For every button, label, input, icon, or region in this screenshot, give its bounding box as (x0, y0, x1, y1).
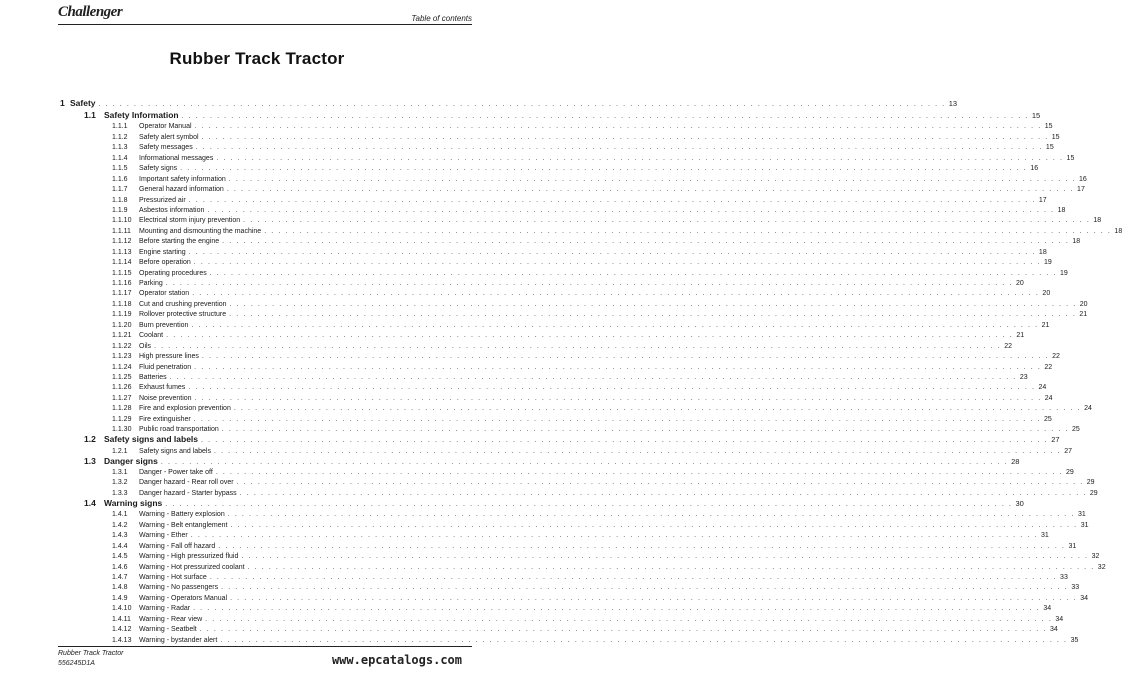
toc-entry-level-3[interactable] (58, 560, 1106, 571)
toc-entry-level-3[interactable] (58, 602, 1052, 613)
toc-entry-page-number: 31 (1077, 511, 1086, 519)
toc-entry-level-3[interactable] (58, 633, 1079, 644)
toc-entry-page-number: 15 (1045, 144, 1054, 152)
toc-entry-page-number: 17 (1038, 196, 1047, 204)
toc-dot-leader: . . . . . . . . . . . . . . . . . . . . . . . . . . . . . . . . . . . . . . . . . . . . . . . . . . . . . . . . . . . . . . . . . . . . . . . . . . . . . . . . . . . . . . . . . . . . . . . . . . . . . . . . . . . . . . . . . . . . . . . . (247, 563, 1095, 571)
toc-entry-number: 1.1.5 (112, 165, 128, 173)
toc-entry-label: Oils (139, 342, 152, 350)
toc-entry-number: 1.4.8 (112, 584, 128, 592)
toc-entry-number: 1.1.7 (112, 186, 128, 194)
toc-entry-number: 1.4.12 (112, 626, 132, 634)
toc-dot-leader: . . . . . . . . . . . . . . . . . . . . . . . . . . . . . . . . . . . . . . . . . . . . . . . . . . . . . . . . . . . . . . . . . . . . . . . . . . . . . . . . . . . . . . . . . . . . . . . . . . . . . . . . . . . . . . . . . . . . . . . . (201, 437, 1049, 445)
toc-dot-leader: . . . . . . . . . . . . . . . . . . . . . . . . . . . . . . . . . . . . . . . . . . . . . . . . . . . . . . . . . . . . . . . . . . . . . . . . . . . . . . . . . . . . . . . . . . . . . . . . . . . . . . . . . . . . . . . . . . . . . . . . (215, 469, 1064, 476)
toc-entry-label: Warning - Operators Manual (139, 594, 228, 602)
toc-entry-page-number: 19 (1059, 269, 1068, 277)
toc-dot-leader: . . . . . . . . . . . . . . . . . . . . . . . . . . . . . . . . . . . . . . . . . . . . . . . . . . . . . . . . . . . . . . . . . . . . . . . . . . . . . . . . . . . . . . . . . . . . . . . . . . . . . . . . . . . . . . . . . . . . . . . . (194, 123, 1042, 131)
toc-entry-level-3[interactable] (58, 224, 1122, 235)
toc-entry-number: 1.1.21 (112, 332, 132, 340)
toc-entry-level-2[interactable] (58, 497, 1024, 508)
toc-entry-page-number: 21 (1079, 311, 1088, 319)
toc-entry-label: Safety signs and labels (104, 434, 199, 445)
toc-entry-page-number: 15 (1066, 154, 1075, 162)
toc-entry-level-3[interactable] (58, 529, 1049, 540)
toc-dot-leader: . . . . . . . . . . . . . . . . . . . . . . . . . . . . . . . . . . . . . . . . . . . . . . . . . . . . . . . . . . . . . . . . . . . . . . . . . . . . . . . . . . . . . . . . . . . . . . . . . . . . . . . . . . . . . . . . . . . . . . . . (194, 394, 1042, 402)
toc-entry-page-number: 27 (1064, 447, 1073, 455)
toc-entry-page-number: 20 (1042, 290, 1051, 298)
toc-dot-leader: . . . . . . . . . . . . . . . . . . . . . . . . . . . . . . . . . . . . . . . . . . . . . . . . . . . . . . . . . . . . . . . . . . . . . . . . . . . . . . . . . . . . . . . . . . . . . . . . . . . . . . . . . . . . . . . . . . . . . . . . (180, 165, 1028, 173)
toc-entry-page-number: 23 (1019, 373, 1028, 381)
toc-entry-page-number: 25 (1043, 415, 1052, 423)
toc-entry-page-number: 17 (1077, 186, 1085, 194)
toc-dot-leader: . . . . . . . . . . . . . . . . . . . . . . . . . . . . . . . . . . . . . . . . . . . . . . . . . . . . . . . . . . . . . . . . . . . . . . . . . . . . . . . . . . . . . . . . . . . . . . . . . . . . . . . . . . . . . . . . . . . . . . . . (239, 489, 1087, 497)
toc-dot-leader: . . . . . . . . . . . . . . . . . . . . . . . . . . . . . . . . . . . . . . . . . . . . . . . . . . . . . . . . . . . . . . . . . . . . . . . . . . . . . . . . . . . . . . . . . . . . . . . . . . . . . . . . . . . . . . . . . . . . . . . . (195, 144, 1043, 152)
toc-entry-number: 1.1.6 (112, 175, 128, 183)
toc-dot-leader: . . . . . . . . . . . . . . . . . . . . . . . . . . . . . . . . . . . . . . . . . . . . . . . . . . . . . . . . . . . . . . . . . . . . . . . . . . . . . . . . . . . . . . . . . . . . . . . . . . . . . . . . . . . . . . . . . . . . . . . . (221, 584, 1069, 592)
toc-entry-label: Danger signs (104, 455, 158, 466)
toc-entry-level-3[interactable] (58, 381, 1047, 392)
toc-entry-label: Danger hazard - Starter bypass (139, 489, 237, 497)
toc-entry-number: 1.4.10 (112, 605, 132, 613)
toc-dot-leader: . . . . . . . . . . . . . . . . . . . . . . . . . . . . . . . . . . . . . . . . . . . . . . . . . . . . . . . . . . . . . . . . . . . . . . . . . . . . . . . . . . . . . . . . . . . . . . . . . . . . . . . . . . . . . . . . . . . . . . . . (209, 573, 1058, 581)
toc-entry-number: 1.1.18 (112, 300, 132, 308)
toc-entry-label: General hazard information (139, 186, 224, 194)
toc-entry-label: Warning - Belt entanglement (139, 521, 228, 529)
toc-entry-label: Electrical storm injury prevention (139, 217, 241, 225)
toc-entry-number: 1.1.1 (112, 123, 128, 131)
toc-entry-level-3[interactable] (58, 266, 1068, 277)
toc-dot-leader: . . . . . . . . . . . . . . . . . . . . . . . . . . . . . . . . . . . . . . . . . . . . . . . . . . . . . . . . . . . . . . . . . . . . . . . . . . . . . . . . . . . . . . . . . . . . . . . . . . . . . . . . . . . . . . . . . . . . . . . . (214, 447, 1062, 455)
toc-entry-page-number: 21 (1016, 332, 1025, 340)
toc-entry-number: 1.4.7 (112, 573, 128, 581)
toc-entry-level-3[interactable] (58, 235, 1081, 246)
toc-entry-number: 1.4.4 (112, 542, 128, 550)
footer-doc-code: 556245D1A (58, 660, 95, 667)
toc-dot-leader: . . . . . . . . . . . . . . . . . . . . . . . . . . . . . . . . . . . . . . . . . . . . . . . . . . . . . . . . . . . . . . . . . . . . . . . . . . . . . . . . . . . . . . . . . . . . . . . . . . . . . . . . . . . . . . . . . . . . . . . . (194, 363, 1042, 371)
toc-entry-number: 1.1.11 (112, 227, 131, 235)
toc-entry-number: 1.3.1 (112, 469, 128, 476)
toc-entry-label: Safety signs and labels (139, 447, 211, 455)
toc-entry-label: Pressurized air (139, 196, 186, 204)
toc-entry-label: Operating procedures (139, 269, 207, 277)
toc-entry-page-number: 13 (948, 99, 958, 108)
toc-entry-label: Mounting and dismounting the machine (139, 227, 262, 235)
toc-entry-label: Public road transportation (139, 426, 219, 434)
toc-entry-page-number: 22 (1004, 342, 1013, 350)
toc-entry-number: 1.1.22 (112, 342, 132, 350)
toc-entry-level-3[interactable] (58, 214, 1102, 225)
toc-dot-leader: . . . . . . . . . . . . . . . . . . . . . . . . . . . . . . . . . . . . . . . . . . . . . . . . . . . . . . . . . . . . . . . . . . . . . . . . . . . . . . . . . . . . . . . . . . . . . . . . . . . . . . . . . . . . . . . . . . . . . . . . (209, 269, 1057, 277)
toc-dot-leader: . . . . . . . . . . . . . . . . . . . . . . . . . . . . . . . . . . . . . . . . . . . . . . . . . . . . . . . . . . . . . . . . . . . . . . . . . . . . . . . . . . . . . . . . . . . . . . . . . . . . . . . . . . . . . . . . . . . . . . . . (165, 280, 1013, 287)
toc-dot-leader: . . . . . . . . . . . . . . . . . . . . . . . . . . . . . . . . . . . . . . . . . . . . . . . . . . . . . . . . . . . . . . . . . . . . . . . . . . . . . . . . . . . . . . . . . . . . . . . . . . . . . . . . . . . . . . . . . . . . . . . . (169, 373, 1017, 381)
toc-entry-page-number: 31 (1068, 542, 1077, 550)
toc-dot-leader: . . . . . . . . . . . . . . . . . . . . . . . . . . . . . . . . . . . . . . . . . . . . . . . . . . . . . . . . . . . . . . . . . . . . . . . . . . . . . . . . . . . . . . . . . . . . . . . . . . . . . . . . . . . . . . . . . . . . . . . . (229, 311, 1077, 319)
toc-dot-leader: . . . . . . . . . . . . . . . . . . . . . . . . . . . . . . . . . . . . . . . . . . . . . . . . . . . . . . . . . . . . . . . . . . . . . . . . . . . . . . . . . . . . . . . . . . . . . . . . . . . . . . . . . . . . . . . . . . . . . . . . (236, 479, 1084, 487)
toc-dot-leader: . . . . . . . . . . . . . . . . . . . . . . . . . . . . . . . . . . . . . . . . . . . . . . . . . . . . . . . . . . . . . . . . . . . . . . . . . . . . . . . . . . . . . . . . . . . . . . . . . . . . . . . . . . . . . . . . . . . . . . . . (228, 175, 1076, 183)
toc-entry-number: 1.1.27 (112, 394, 132, 402)
watermark-url[interactable]: www.epcatalogs.com (331, 653, 462, 667)
toc-entry-page-number: 18 (1057, 206, 1066, 214)
toc-entry-level-3[interactable] (58, 172, 1087, 183)
toc-entry-label: Safety alert symbol (139, 133, 199, 141)
toc-entry-page-number: 27 (1051, 435, 1060, 445)
toc-entry-number: 1.1.3 (112, 144, 128, 152)
toc-entry-page-number: 18 (1093, 217, 1102, 225)
toc-entry-number: 1.4.3 (112, 532, 128, 540)
toc-entry-level-3[interactable] (58, 486, 1098, 497)
toc-entry-page-number: 35 (1070, 636, 1079, 644)
toc-dot-leader: . . . . . . . . . . . . . . . . . . . . . . . . . . . . . . . . . . . . . . . . . . . . . . . . . . . . . . . . . . . . . . . . . . . . . . . . . . . . . . . . . . . . . . . . . . . . . . . . . . . . . . . . . . . . . . . . . . . . . . . . (193, 605, 1041, 613)
toc-entry-number: 1.1.9 (112, 206, 128, 214)
toc-entry-level-3[interactable] (58, 130, 1060, 141)
toc-dot-leader: . . . . . . . . . . . . . . . . . . . . . . . . . . . . . . . . . . . . . . . . . . . . . . . . . . . . . . . . . . . . . . . . . . . . . . . . . . . . . . . . . . . . . . . . . . . . . . . . . . . . . . . . . . . . . . . . . . . . . . . . (193, 415, 1041, 423)
toc-entry-level-3[interactable] (58, 339, 1013, 350)
toc-entry-number: 1.1.4 (112, 154, 128, 162)
toc-entry-label: Important safety information (139, 175, 226, 183)
toc-dot-leader: . . . . . . . . . . . . . . . . . . . . . . . . . . . . . . . . . . . . . . . . . . . . . . . . . . . . . . . . . . . . . . . . . . . . . . . . . . . . . . . . . . . . . . . . . . . . . . . . . . . . . . . . . . . . . . . . . . . . . . . . (191, 321, 1039, 329)
toc-entry-level-3[interactable] (58, 466, 1074, 476)
toc-entry-number: 1.4.5 (112, 553, 128, 561)
toc-entry-number: 1.4.11 (112, 615, 131, 623)
toc-entry-label: High pressure lines (139, 353, 199, 361)
toc-entry-level-3[interactable] (58, 623, 1058, 634)
toc-entry-level-3[interactable] (58, 539, 1077, 550)
toc-entry-page-number: 15 (1031, 111, 1041, 120)
toc-entry-page-number: 25 (1072, 426, 1080, 434)
toc-entry-level-3[interactable] (58, 581, 1080, 592)
toc-entry-page-number: 22 (1044, 363, 1053, 371)
toc-entry-label: Safety Information (104, 110, 179, 120)
toc-dot-leader: . . . . . . . . . . . . . . . . . . . . . . . . . . . . . . . . . . . . . . . . . . . . . . . . . . . . . . . . . . . . . . . . . . . . . . . . . . . . . . . . . . . . . . . . . . . . . . . . . . . . . . . . . . . . . . . . . . . . . . . . (201, 133, 1049, 141)
toc-entry-label: Warning - Hot pressurized coolant (139, 563, 245, 571)
toc-entry-label: Warning signs (104, 497, 163, 508)
toc-entry-number: 1.1.25 (112, 373, 132, 381)
toc-entry-label: Warning - High pressurized fluid (139, 553, 239, 561)
toc-entry-level-3[interactable] (58, 518, 1089, 529)
toc-entry-page-number: 19 (1043, 259, 1052, 267)
toc-entry-label: Before starting the engine (139, 238, 220, 246)
toc-entry-level-3[interactable] (58, 256, 1052, 267)
toc-entry-page-number: 28 (1011, 456, 1020, 466)
toc-entry-level-3[interactable] (58, 612, 1064, 623)
toc-entry-page-number: 24 (1084, 405, 1092, 413)
toc-entry-number: 1.1.2 (112, 133, 128, 141)
toc-entry-label: Before operation (139, 259, 191, 267)
toc-entry-level-3[interactable] (58, 550, 1100, 561)
toc-dot-leader: . . . . . . . . . . . . . . . . . . . . . . . . . . . . . . . . . . . . . . . . . . . . . . . . . . . . . . . . . . . . . . . . . . . . . . . . . . . . . . . . . . . . . . . . . . . . . . . . . . . . . . . . . . . . . . . . . . . . . . . . (221, 426, 1069, 434)
toc-entry-page-number: 20 (1079, 300, 1088, 308)
toc-entry-number: 1.3 (84, 455, 96, 466)
toc-entry-label: Danger - Power take off (139, 469, 213, 476)
toc-entry-number: 1.1 (84, 110, 96, 120)
toc-entry-page-number: 30 (1015, 498, 1024, 508)
toc-dot-leader: . . . . . . . . . . . . . . . . . . . . . . . . . . . . . . . . . . . . . . . . . . . . . . . . . . . . . . . . . . . . . . . . . . . . . . . . . . . . . . . . . . . . . . . . . . . . . . . . . . . . . . . . . . . . . . . . . . . . . . . . (207, 206, 1055, 214)
toc-entry-level-3[interactable] (58, 183, 1085, 194)
toc-entry-label: Warning - Radar (139, 605, 191, 613)
toc-entry-number: 1.1.26 (112, 384, 132, 392)
toc-entry-page-number: 20 (1015, 280, 1024, 287)
toc-entry-level-3[interactable] (58, 571, 1068, 581)
toc-entry-level-3[interactable] (58, 402, 1092, 413)
toc-entry-label: Cut and crushing prevention (139, 300, 227, 308)
toc-dot-leader: . . . . . . . . . . . . . . . . . . . . . . . . . . . . . . . . . . . . . . . . . . . . . . . . . . . . . . . . . . . . . . . . . . . . . . . . . . . . . . . . . . . . . . . . . . . . . . . . . . . . . . . . . . . . . . . . . . . . . . . . (243, 217, 1091, 225)
toc-entry-level-3[interactable] (58, 245, 1047, 256)
toc-entry-page-number: 29 (1089, 489, 1098, 497)
toc-entry-label: Fluid penetration (139, 363, 192, 371)
toc-entry-number: 1.4.9 (112, 594, 128, 602)
toc-entry-label: Parking (139, 280, 163, 287)
toc-dot-leader: . . . . . . . . . . . . . . . . . . . . . . . . . . . . . . . . . . . . . . . . . . . . . . . . . . . . . . . . . . . . . . . . . . . . . . . . . . . . . . . . . . . . . . . . . . . . . . . . . . . . . . . . . . . . . . . . . . . . . . . . (205, 615, 1053, 623)
toc-entry-label: Warning - Battery explosion (139, 511, 225, 519)
toc-entry-number: 1.1.28 (112, 405, 132, 413)
toc-entry-number: 1.3.3 (112, 489, 128, 497)
toc-entry-label: Exhaust fumes (139, 384, 186, 392)
toc-entry-level-3[interactable] (58, 329, 1025, 340)
toc-entry-number: 1.2 (84, 434, 96, 445)
toc-entry-level-2[interactable] (58, 109, 1041, 120)
footer-doc-name: Rubber Track Tractor (58, 650, 124, 657)
toc-dot-leader: . . . . . . . . . . . . . . . . . . . . . . . . . . . . . . . . . . . . . . . . . . . . . . . . . . . . . . . . . . . . . . . . . . . . . . . . . . . . . . . . . . . . . . . . . . . . . . . . . . . . . . . . . . . . . . . . . . . . . . . . (166, 332, 1014, 340)
toc-entry-level-3[interactable] (58, 120, 1053, 131)
toc-entry-level-3[interactable] (58, 371, 1028, 381)
toc-dot-leader: . . . . . . . . . . . . . . . . . . . . . . . . . . . . . . . . . . . . . . . . . . . . . . . . . . . . . . . . . . . . . . . . . . . . . . . . . . . . . . . . . . . . . . . . . . . . . . . . . . . . . . . . . . . . . . . . . . . . . . . . (188, 196, 1036, 204)
toc-entry-number: 1.1.10 (112, 217, 132, 225)
toc-entry-page-number: 33 (1060, 573, 1068, 581)
toc-entry-number: 1.1.29 (112, 415, 132, 423)
toc-entry-label: Safety (70, 98, 96, 108)
toc-entry-page-number: 34 (1080, 594, 1089, 602)
toc-entry-level-3[interactable] (58, 423, 1080, 434)
toc-dot-leader: . . . . . . . . . . . . . . . . . . . . . . . . . . . . . . . . . . . . . . . . . . . . . . . . . . . . . . . . . . . . . . . . . . . . . . . . . . . . . . . . . . . . . . . . . . . . . . . . . . . . . . . . . . . . . . . . . . . . . . . . (230, 521, 1078, 529)
toc-dot-leader: . . . . . . . . . . . . . . . . . . . . . . . . . . . . . . . . . . . . . . . . . . . . . . . . . . . . . . . . . . . . . . . . . . . . . . . . . . . . . . . . . . . . . . . . . . . . . . . . . . . . . . . . . . . . . . . . . . . . . . . . (193, 259, 1041, 267)
toc-entry-number: 1.4.6 (112, 563, 128, 571)
toc-entry-number: 1.4 (84, 497, 96, 508)
toc-entry-number: 1.1.20 (112, 321, 132, 329)
toc-entry-level-3[interactable] (58, 360, 1053, 371)
toc-dot-leader: . . . . . . . . . . . . . . . . . . . . . . . . . . . . . . . . . . . . . . . . . . . . . . . . . . . . . . . . . . . . . . . . . . . . . . . . . . . . . . . . . . . . . . . . . . . . . . . . . . . . . . . . . . . . . . . . . . . . . . . . (226, 186, 1075, 194)
toc-entry-number: 1.1.24 (112, 363, 132, 371)
toc-entry-page-number: 24 (1044, 394, 1053, 402)
toc-entry-level-3[interactable] (58, 350, 1060, 361)
toc-entry-number: 1.1.17 (112, 290, 132, 298)
toc-entry-number: 1.3.2 (112, 479, 128, 487)
toc-entry-page-number: 18 (1114, 227, 1122, 235)
toc-entry-label: Warning - bystander alert (139, 636, 218, 644)
toc-entry-label: Safety messages (139, 144, 193, 152)
toc-entry-level-3[interactable] (58, 308, 1088, 319)
toc-entry-label: Warning - Rear view (139, 615, 203, 623)
toc-dot-leader: . . . . . . . . . . . . . . . . . . . . . . . . . . . . . . . . . . . . . . . . . . . . . . . . . . . . . . . . . . . . . . . . . . . . . . . . . . . . . . . . . . . . . . . . . . . . . . . . . . . . . . . . . . . . . . . . . . . . . . . . (222, 238, 1070, 246)
toc-entry-label: Operator station (139, 290, 190, 298)
toc-entry-level-3[interactable] (58, 591, 1089, 602)
toc-entry-page-number: 24 (1038, 384, 1047, 392)
toc-dot-leader: . . . . . . . . . . . . . . . . . . . . . . . . . . . . . . . . . . . . . . . . . . . . . . . . . . . . . . . . . . . . . . . . . . . . . . . . . . . . . . . . . . . . . . . . . . . . . . . . . . . . . . . . . . . . . . . . . . . . . . . . (233, 405, 1082, 413)
toc-entry-label: Warning - No passengers (139, 584, 219, 592)
toc-entry-level-3[interactable] (58, 297, 1088, 308)
toc-entry-number: 1.4.2 (112, 521, 128, 529)
toc-entry-number: 1.1.30 (112, 426, 132, 434)
toc-dot-leader: . . . . . . . . . . . . . . . . . . . . . . . . . . . . . . . . . . . . . . . . . . . . . . . . . . . . . . . . . . . . . . . . . . . . . . . . . . . . . . . . . . . . . . . . . . . . . . . . . . . . . . . . . . . . . . . . . . . . . . . . (190, 532, 1038, 540)
toc-entry-number: 1.1.16 (112, 280, 132, 287)
toc-entry-number: 1.1.14 (112, 259, 132, 267)
toc-entry-page-number: 29 (1066, 469, 1074, 476)
toc-entry-page-number: 16 (1030, 165, 1039, 173)
toc-entry-number: 1.1.12 (112, 238, 132, 246)
toc-entry-level-3[interactable] (58, 141, 1054, 152)
toc-entry-number: 1.1.23 (112, 353, 132, 361)
toc-dot-leader: . . . . . . . . . . . . . . . . . . . . . . . . . . . . . . . . . . . . . . . . . . . . . . . . . . . . . . . . . . . . . . . . . . . . . . . . . . . . . . . . . . . . . . . . . . . . . . . . . . . . . . . . . . . . . . . . . . . . . . . . (229, 300, 1077, 308)
toc-dot-leader: . . . . . . . . . . . . . . . . . . . . . . . . . . . . . . . . . . . . . . . . . . . . . . . . . . . . . . . . . . . . . . . . . . . . . . . . . . . . . . . . . . . . . . . . . . . . . . . . . . . . . . . . . . . . . . . . . . . . . . . . (264, 227, 1112, 235)
toc-entry-label: Warning - Fall off hazard (139, 542, 216, 550)
table-of-contents (58, 96, 1122, 644)
challenger-logo: Challenger (58, 4, 123, 20)
toc-entry-page-number: 18 (1038, 248, 1047, 256)
toc-entry-label: Burn prevention (139, 321, 189, 329)
toc-entry-page-number: 22 (1052, 353, 1060, 361)
footer-doc-info (58, 649, 123, 669)
toc-dot-leader: . . . . . . . . . . . . . . . . . . . . . . . . . . . . . . . . . . . . . . . . . . . . . . . . . . . . . . . . . . . . . . . . . . . . . . . . . . . . . . . . . . . . . . . . . . . . . . . . . . . . . . . . . . . . . . . . . . . . . . . . (241, 553, 1089, 561)
toc-entry-page-number: 31 (1040, 532, 1049, 540)
toc-entry-page-number: 32 (1091, 553, 1100, 561)
toc-entry-page-number: 16 (1078, 175, 1087, 183)
toc-entry-level-3[interactable] (58, 508, 1086, 519)
toc-entry-level-3[interactable] (58, 193, 1047, 204)
toc-dot-leader: . . . . . . . . . . . . . . . . . . . . . . . . . . . . . . . . . . . . . . . . . . . . . . . . . . . . . . . . . . . . . . . . . . . . . . . . . . . . . . . . . . . . . . . . . . . . . . . . . . . . . . . . . . . . . . . . . . . . . . . . (154, 342, 1002, 350)
toc-entry-label: Coolant (139, 332, 164, 340)
toc-entry-label: Rollover protective structure (139, 311, 227, 319)
toc-entry-page-number: 33 (1071, 584, 1080, 592)
toc-entry-number: 1.2.1 (112, 447, 128, 455)
header-divider (58, 24, 472, 25)
toc-dot-leader: . . . . . . . . . . . . . . . . . . . . . . . . . . . . . . . . . . . . . . . . . . . . . . . . . . . . . . . . . . . . . . . . . . . . . . . . . . . . . . . . . . . . . . . . . . . . . . . . . . . . . . . . . . . . . . . . . . . . . . . . (216, 154, 1064, 162)
toc-entry-label: Fire extinguisher (139, 415, 191, 423)
toc-entry-level-3[interactable] (58, 412, 1052, 423)
toc-dot-leader: . . . . . . . . . . . . . . . . . . . . . . . . . . . . . . . . . . . . . . . . . . . . . . . . . . . . . . . . . . . . . . . . . . . . . . . . . . . . . . . . . . . . . . . . . . . . . . . . . . . . . . . . . . . . . . . . . . . . . . . . (218, 542, 1066, 550)
toc-entry-level-3[interactable] (58, 391, 1053, 402)
toc-entry-level-3[interactable] (58, 204, 1066, 214)
toc-entry-level-3[interactable] (58, 287, 1051, 298)
toc-entry-page-number: 31 (1080, 521, 1089, 529)
toc-entry-page-number: 21 (1041, 321, 1050, 329)
toc-entry-label: Safety signs (139, 165, 178, 173)
toc-entry-page-number: 18 (1072, 238, 1081, 246)
toc-entry-label: Warning - Ether (139, 532, 188, 540)
toc-dot-leader: . . . . . . . . . . . . . . . . . . . . . . . . . . . . . . . . . . . . . . . . . . . . . . . . . . . . . . . . . . . . . . . . . . . . . . . . . . . . . . . . . . . . . . . . . . . . . . . . . . . . . . . . . . . . . . . . . . . . . . . . (165, 500, 1013, 508)
toc-entry-page-number: 29 (1086, 479, 1095, 487)
toc-entry-label: Warning - Seatbelt (139, 626, 197, 634)
toc-entry-level-3[interactable] (58, 151, 1075, 162)
toc-dot-leader: . . . . . . . . . . . . . . . . . . . . . . . . . . . . . . . . . . . . . . . . . . . . . . . . . . . . . . . . . . . . . . . . . . . . . . . . . . . . . . . . . . . . . . . . . . . . . . . . . . . . . . . . . . . . . . . . . . . . . . . . (160, 458, 1009, 466)
toc-entry-level-3[interactable] (58, 162, 1039, 173)
header-section-label: Table of contents (411, 14, 472, 23)
toc-dot-leader: . . . . . . . . . . . . . . . . . . . . . . . . . . . . . . . . . . . . . . . . . . . . . . . . . . . . . . . . . . . . . . . . . . . . . . . . . . . . . . . . . . . . . . . . . . . . . . . . . . . . . . . . . . . . . . . . . . . . . . . . (201, 353, 1050, 361)
toc-entry-page-number: 34 (1043, 605, 1052, 613)
toc-entry-number: 1.1.15 (112, 269, 132, 277)
toc-entry-number: 1.1.19 (112, 311, 132, 319)
toc-entry-level-2[interactable] (58, 455, 1020, 466)
toc-entry-number: 1.4.13 (112, 636, 132, 644)
toc-dot-leader: . . . . . . . . . . . . . . . . . . . . . . . . . . . . . . . . . . . . . . . . . . . . . . . . . . . . . . . . . . . . . . . . . . . . . . . . . . . . . . . . . . . . . . . . . . . . . . . . . . . . . . . . . . . . . . . . . . . . . . . . (220, 636, 1068, 644)
toc-entry-level-2[interactable] (58, 433, 1060, 445)
toc-entry-label: Informational messages (139, 154, 214, 162)
footer-divider (58, 646, 472, 647)
toc-entry-page-number: 15 (1044, 123, 1053, 131)
toc-entry-number: 1.1.8 (112, 196, 128, 204)
toc-entry-level-3[interactable] (58, 476, 1095, 487)
toc-dot-leader: . . . . . . . . . . . . . . . . . . . . . . . . . . . . . . . . . . . . . . . . . . . . . . . . . . . . . . . . . . . . . . . . . . . . . . . . . . . . . . . . . . . . . . . . . . . . . . . . . . . . . . . . . . . . . . . . . . . . . . . . (98, 101, 946, 108)
toc-entry-label: Noise prevention (139, 394, 192, 402)
toc-dot-leader: . . . . . . . . . . . . . . . . . . . . . . . . . . . . . . . . . . . . . . . . . . . . . . . . . . . . . . . . . . . . . . . . . . . . . . . . . . . . . . . . . . . . . . . . . . . . . . . . . . . . . . . . . . . . . . . . . . . . . . . . (230, 594, 1078, 602)
toc-entry-page-number: 15 (1051, 133, 1060, 141)
toc-entry-level-1[interactable] (58, 96, 958, 108)
toc-entry-page-number: 34 (1049, 626, 1058, 634)
toc-entry-number: 1.4.1 (112, 511, 128, 519)
toc-dot-leader: . . . . . . . . . . . . . . . . . . . . . . . . . . . . . . . . . . . . . . . . . . . . . . . . . . . . . . . . . . . . . . . . . . . . . . . . . . . . . . . . . . . . . . . . . . . . . . . . . . . . . . . . . . . . . . . . . . . . . . . . (188, 384, 1036, 392)
toc-entry-page-number: 32 (1097, 563, 1106, 571)
toc-entry-label: Fire and explosion prevention (139, 405, 231, 413)
toc-entry-level-3[interactable] (58, 277, 1024, 287)
toc-entry-label: Operator Manual (139, 123, 192, 131)
toc-entry-label: Batteries (139, 373, 167, 381)
toc-dot-leader: . . . . . . . . . . . . . . . . . . . . . . . . . . . . . . . . . . . . . . . . . . . . . . . . . . . . . . . . . . . . . . . . . . . . . . . . . . . . . . . . . . . . . . . . . . . . . . . . . . . . . . . . . . . . . . . . . . . . . . . . (192, 290, 1040, 298)
toc-entry-number: 1 (60, 98, 65, 108)
toc-entry-level-3[interactable] (58, 444, 1073, 455)
toc-dot-leader: . . . . . . . . . . . . . . . . . . . . . . . . . . . . . . . . . . . . . . . . . . . . . . . . . . . . . . . . . . . . . . . . . . . . . . . . . . . . . . . . . . . . . . . . . . . . . . . . . . . . . . . . . . . . . . . . . . . . . . . . (181, 113, 1029, 120)
toc-entry-page-number: 34 (1055, 615, 1064, 623)
toc-dot-leader: . . . . . . . . . . . . . . . . . . . . . . . . . . . . . . . . . . . . . . . . . . . . . . . . . . . . . . . . . . . . . . . . . . . . . . . . . . . . . . . . . . . . . . . . . . . . . . . . . . . . . . . . . . . . . . . . . . . . . . . . (188, 248, 1036, 256)
toc-dot-leader: . . . . . . . . . . . . . . . . . . . . . . . . . . . . . . . . . . . . . . . . . . . . . . . . . . . . . . . . . . . . . . . . . . . . . . . . . . . . . . . . . . . . . . . . . . . . . . . . . . . . . . . . . . . . . . . . . . . . . . . . (199, 626, 1047, 634)
toc-entry-label: Warning - Hot surface (139, 573, 207, 581)
toc-entry-level-3[interactable] (58, 318, 1050, 329)
toc-dot-leader: . . . . . . . . . . . . . . . . . . . . . . . . . . . . . . . . . . . . . . . . . . . . . . . . . . . . . . . . . . . . . . . . . . . . . . . . . . . . . . . . . . . . . . . . . . . . . . . . . . . . . . . . . . . . . . . . . . . . . . . . (227, 511, 1075, 519)
page-title: Rubber Track Tractor (169, 49, 345, 68)
toc-entry-label: Engine starting (139, 248, 186, 256)
toc-entry-number: 1.1.13 (112, 248, 132, 256)
toc-entry-label: Danger hazard - Rear roll over (139, 479, 234, 487)
toc-entry-label: Asbestos information (139, 206, 205, 214)
